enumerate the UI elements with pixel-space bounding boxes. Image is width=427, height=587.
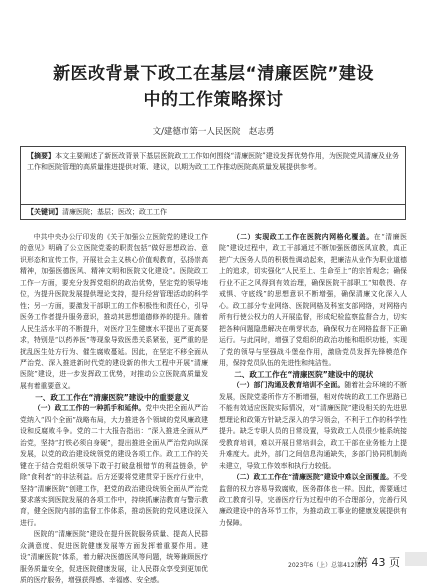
body-paragraph: 医院的“清廉医院”建设在提升医院服务质量、提高人民群众满意度、促进医院健康发展等方面发挥着重要作用。建设“清廉医院”体系，着力解决医德医风等问题，统筹兼顾医疗服务质量安全，促进医院健康发展，让人民群众享受到更加优质的医疗服务，增强获得感、幸福感、安全感。 [20,530,208,585]
keywords-text: 清廉医院；基层；医改；政工工作 [62,208,167,216]
subsection-paragraph [219,232,407,369]
issue-info: 2023年6（上）总第412期 [288,562,361,569]
subsection-paragraph [219,472,407,529]
subsection-paragraph [219,380,407,472]
subsection-heading: （一）部门沟通及教育培训不全面。 [232,381,345,390]
author-line: 文/建德市第一人民医院 赵志勇 [152,127,275,137]
body-paragraph: 中共中央办公厅印发的《关于加强公立医院党的建设工作的意见》明确了公立医院党委的职责包括“做好思想政治、意识形态和宣传工作，开展社会主义核心价值观教育，弘扬崇高精神，加强医德医风、精神文明和医院文化建设”。医院政工工作一方面，要充分发挥党组织的政治优势，坚定党的领导地位，为提升医院发展提供理论支持，提升经营管理活动的科学性；另一方面，要激发干部职工的工作积极性和责任心，引导医务工作者提升服务意识，推动其思想道德修养的提升。随着人民生活水平的不断提升，对医疗卫生健康水平提出了更高要求，特别是“以药养医”等现象导致医患关系紧张，更严重的是扰乱医生处方行为、催生腐败蔓延。因此，在坚定不移全面从严治党、深入推进新时代党的建设新的伟大工程中开展“清廉医院”建设，进一步发挥政工优势，对推动公立医院高质量发展有着重要意义。 [20,233,208,390]
left-column [20,232,208,585]
paragraph-text: 不受监督的权力容易导致腐败，医务群体也一样。因此，需要通过政工教育引导，完善医疗行为过程中的不合理部分，完善行风廉政建设中的各环节工作，为推动政工事业的健康发展提供有力保障。 [219,473,407,527]
subsection-heading: （一）政工工作的一种抓手和延伸。 [33,404,146,413]
right-column [219,232,407,529]
abstract-box [20,146,406,204]
section-heading: 一、政工工作在“清廉医院”建设中的重要意义 [35,393,190,403]
keywords-label: 【关键词】 [27,208,62,216]
paragraph-text: 随着社会环境的不断发展，医院党委所作方不断增强，相对传统的政工工作思路已不能有效适应医院实际情况，对“清廉医院”建设相关的先进思想理论和政策方针缺乏深入的学习领会，不利于工作的科学性提升。缺乏专职人员的日常设置，导致政工人员很少能系统接受教育培训，难以开展日常培训会，政工干部在业务能力上提升难度大。此外，部门之间信息沟通缺失，多部门协同机制尚未建立，导致工作效率和执行力较低。 [219,381,407,470]
abstract-label: 【摘要】 [27,152,56,160]
title-line-1: 新医改背景下政工在基层“清廉医院”建设 [53,64,374,84]
subsection-heading: （二）政工工作在“清廉医院”建设中难以全面覆盖。 [232,473,394,482]
section-heading: 二、政工工作在“清廉医院”建设中的现状 [234,370,374,380]
keywords-box [20,204,406,220]
subsection-paragraph [20,403,208,529]
paragraph-text: 党中央把全面从严治党纳入“四个全面”战略布局，大力推进各个领域的党风廉政建设和反腐败斗争。党的二十大报告指出：“深入推进全面从严治党，坚持“打铁必须自身硬”，提出推进全面从严治党向纵深发展，以党的政治建设统领党的建设各项工作。政工工作的关键在于结合党组织领导下敢于打破盘根错节的利益链条，铲除“食利者”的非法利益。后方还要将党建贯穿于医疗行业中，坚持“清廉医院”创建工作，把党的政治建设统领全面从严治党要求落实到医院发展的各项工作中，持续抓廉洁教育与警示教育，健全医院内部的监督工作体系，推动医院的党风建设深入进行。 [20,404,208,527]
page-corner-tab [405,552,427,566]
abstract-text: 本文主要阐述了新医改背景下基层医院政工工作如何围绕“清廉医院”建设发挥优势作用，为医院党风清廉及业务工作和医院管理的高质量推进提供对策、建议，以期为政工工作推动医院高质量发展提供参考。 [27,152,400,171]
title-line-2: 中的工作策略探讨 [143,90,284,110]
paragraph-text: 在“清廉医院”建设过程中，政工干部通过不断加强医德医风宣教，真正把广大医务人员的积极性调动起来，把廉洁从业作为职业道德上的追求，切实强化“人民至上、生命至上”的宗旨观念；确保行业不正之风得到有效治理，确保医院干部职工“知敬畏、存戒惧、守底线”的思想意识不断增强，确保清廉文化深入人心。政工部分专业网络、医院网格及科室支部网络，对网格内所有行使公权力的人开展监督，形成纪检监察监督合力，切实把各种问题隐患解决在萌芽状态，确保权力在网格监督下正确运行。与此同时，增强了党组织的政治功能和组织功能，实现了党的领导与坚强战斗堡垒作用，激励党员发挥先锋模范作用，保持党员队伍的先进性和纯洁性。 [219,233,407,367]
page-number: 第 43 页 [357,556,400,569]
subsection-heading: （二）实现政工工作在医院内网格化覆盖。 [232,233,374,241]
